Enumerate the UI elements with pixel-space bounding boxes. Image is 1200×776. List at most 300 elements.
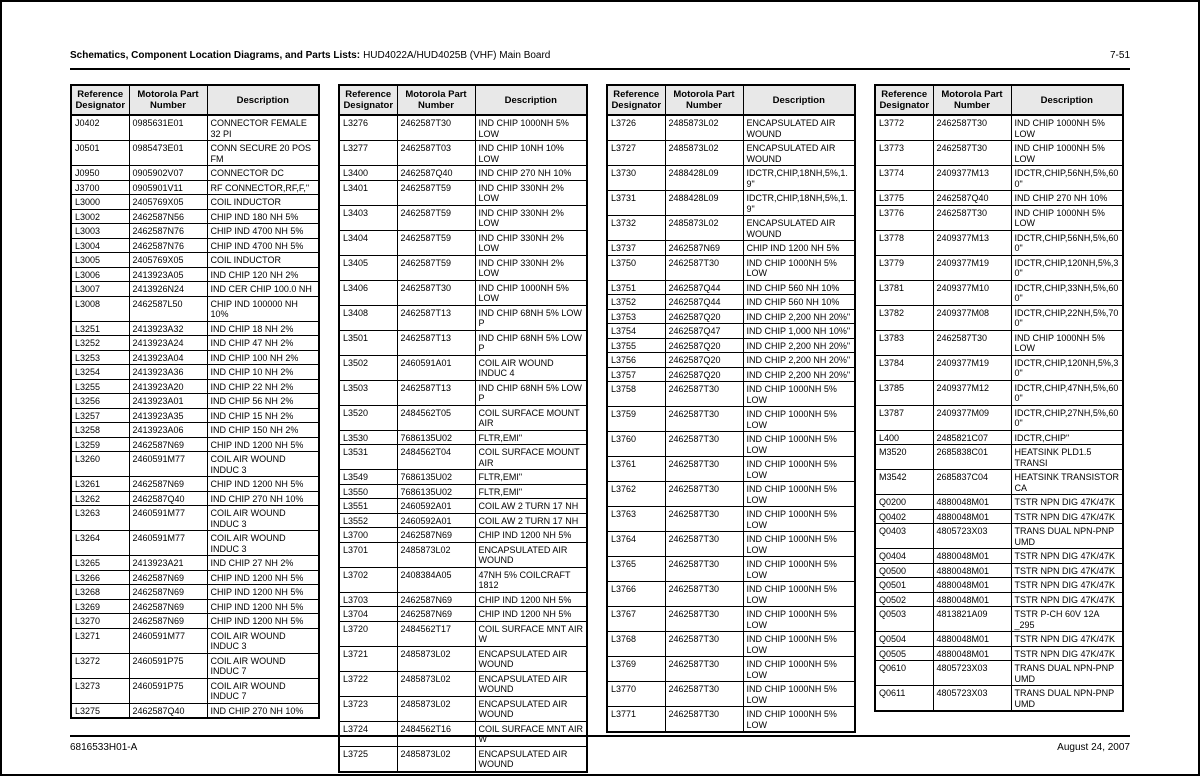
table-row xyxy=(607,338,855,353)
table-row xyxy=(875,330,1123,355)
motorola-part-number-cell: 2462587T30 xyxy=(933,330,1011,355)
reference-designator-cell: L3277 xyxy=(339,141,397,166)
description-cell: IND CHIP 68NH 5% LOW P xyxy=(475,330,587,355)
table-row xyxy=(71,321,319,336)
reference-designator-cell: L3752 xyxy=(607,295,665,310)
table-row xyxy=(607,295,855,310)
col-header-motorola-part-number: Motorola Part Number xyxy=(129,85,207,115)
reference-designator-cell: L3401 xyxy=(339,180,397,205)
description-cell: FLTR,EMI" xyxy=(475,470,587,485)
reference-designator-cell: L3408 xyxy=(339,305,397,330)
table-row xyxy=(607,280,855,295)
table-row xyxy=(71,585,319,600)
motorola-part-number-cell: 2462587T30 xyxy=(933,205,1011,230)
table-row xyxy=(875,115,1123,141)
table-row xyxy=(71,166,319,181)
motorola-part-number-cell: 2462587T59 xyxy=(397,180,475,205)
description-cell: CHIP IND 1200 NH 5% xyxy=(207,614,319,629)
table-row xyxy=(607,115,855,141)
reference-designator-cell: Q0611 xyxy=(875,686,933,712)
reference-designator-cell: L3785 xyxy=(875,380,933,405)
table-row xyxy=(875,191,1123,206)
description-cell: IND CHIP 1000NH 5% LOW xyxy=(743,407,855,432)
description-cell: IND CHIP 1000NH 5% LOW xyxy=(743,532,855,557)
reference-designator-cell: J0950 xyxy=(71,166,129,181)
table-row xyxy=(339,542,587,567)
table-row xyxy=(875,280,1123,305)
motorola-part-number-cell: 2409377M19 xyxy=(933,355,1011,380)
motorola-part-number-cell: 2485873L02 xyxy=(397,746,475,772)
motorola-part-number-cell: 2462587N69 xyxy=(397,607,475,622)
reference-designator-cell: L3720 xyxy=(339,621,397,646)
description-cell: ENCAPSULATED AIR WOUND xyxy=(475,542,587,567)
description-cell: IDCTR,CHIP,18NH,5%,1.9" xyxy=(743,191,855,216)
description-cell: FLTR,EMI" xyxy=(475,484,587,499)
reference-designator-cell: L3264 xyxy=(71,531,129,556)
table-row xyxy=(607,241,855,256)
col-header-description: Description xyxy=(743,85,855,115)
motorola-part-number-cell: 2462587Q20 xyxy=(665,338,743,353)
reference-designator-cell: L3784 xyxy=(875,355,933,380)
reference-designator-cell: L3259 xyxy=(71,437,129,452)
description-cell: IND CHIP 330NH 2% LOW xyxy=(475,255,587,280)
description-cell: IND CHIP 2,200 NH 20%" xyxy=(743,338,855,353)
reference-designator-cell: L3004 xyxy=(71,238,129,253)
table-row xyxy=(875,632,1123,647)
motorola-part-number-cell: 2462587L50 xyxy=(129,296,207,321)
description-cell: IND CHIP 1000NH 5% LOW xyxy=(743,682,855,707)
reference-designator-cell: L3405 xyxy=(339,255,397,280)
table-row xyxy=(71,267,319,282)
motorola-part-number-cell: 4805723X03 xyxy=(933,686,1011,712)
page-header xyxy=(70,50,1130,61)
description-cell: IND CHIP 1000NH 5% LOW xyxy=(1011,330,1123,355)
motorola-part-number-cell: 2409377M12 xyxy=(933,380,1011,405)
motorola-part-number-cell: 2462587N69 xyxy=(129,477,207,492)
table-row xyxy=(71,653,319,678)
table-row xyxy=(607,324,855,339)
reference-designator-cell: L3005 xyxy=(71,253,129,268)
motorola-part-number-cell: 4880048M01 xyxy=(933,563,1011,578)
table-row xyxy=(339,380,587,405)
motorola-part-number-cell: 4880048M01 xyxy=(933,592,1011,607)
document-title-value: HUD4022A/HUD4025B (VHF) Main Board xyxy=(363,50,551,61)
reference-designator-cell: L3700 xyxy=(339,528,397,543)
motorola-part-number-cell: 2462587T59 xyxy=(397,205,475,230)
motorola-part-number-cell: 2460591M77 xyxy=(129,531,207,556)
reference-designator-cell: L3766 xyxy=(607,582,665,607)
reference-designator-cell: L3257 xyxy=(71,408,129,423)
description-cell: IND CHIP 1000NH 5% LOW xyxy=(743,255,855,280)
reference-designator-cell: L3000 xyxy=(71,195,129,210)
reference-designator-cell: L3762 xyxy=(607,482,665,507)
reference-designator-cell: L3263 xyxy=(71,506,129,531)
reference-designator-cell: L3703 xyxy=(339,592,397,607)
table-row xyxy=(71,296,319,321)
description-cell: IDCTR,CHIP,47NH,5%,600" xyxy=(1011,380,1123,405)
description-cell: CHIP IND 1200 NH 5% xyxy=(475,607,587,622)
table-row xyxy=(339,499,587,514)
motorola-part-number-cell: 2484562T04 xyxy=(397,445,475,470)
reference-designator-cell: L3275 xyxy=(71,703,129,718)
description-cell: CHIP IND 1200 NH 5% xyxy=(475,528,587,543)
table-row xyxy=(607,632,855,657)
motorola-part-number-cell: 2405769X05 xyxy=(129,195,207,210)
description-cell: COIL SURFACE MOUNT AIR xyxy=(475,405,587,430)
reference-designator-cell: L3400 xyxy=(339,166,397,181)
reference-designator-cell: L3779 xyxy=(875,255,933,280)
table-row xyxy=(339,696,587,721)
motorola-part-number-cell: 2413923A35 xyxy=(129,408,207,423)
description-cell: IND CHIP 1,000 NH 10%" xyxy=(743,324,855,339)
motorola-part-number-cell: 4880048M01 xyxy=(933,578,1011,593)
reference-designator-cell: L3751 xyxy=(607,280,665,295)
table-row xyxy=(607,657,855,682)
description-cell: IND CHIP 1000NH 5% LOW xyxy=(1011,141,1123,166)
description-cell: IND CER CHIP 100.0 NH xyxy=(207,282,319,297)
description-cell: COIL AIR WOUND INDUC 3 xyxy=(207,506,319,531)
table-row xyxy=(339,528,587,543)
reference-designator-cell: L3256 xyxy=(71,394,129,409)
reference-designator-cell: L3755 xyxy=(607,338,665,353)
reference-designator-cell: L3404 xyxy=(339,230,397,255)
table-row xyxy=(339,180,587,205)
col-header-description: Description xyxy=(207,85,319,115)
reference-designator-cell: L3761 xyxy=(607,457,665,482)
description-cell: ENCAPSULATED AIR WOUND xyxy=(743,141,855,166)
reference-designator-cell: L3760 xyxy=(607,432,665,457)
table-row xyxy=(71,570,319,585)
description-cell: IND CHIP 270 NH 10% xyxy=(207,703,319,718)
reference-designator-cell: L3701 xyxy=(339,542,397,567)
reference-designator-cell: L3765 xyxy=(607,557,665,582)
table-row xyxy=(875,495,1123,510)
col-header-reference-designator: Reference Designator xyxy=(71,85,129,115)
table-row xyxy=(875,355,1123,380)
reference-designator-cell: J3700 xyxy=(71,180,129,195)
description-cell: IND CHIP 22 NH 2% xyxy=(207,379,319,394)
description-cell: IND CHIP 2,200 NH 20%" xyxy=(743,353,855,368)
reference-designator-cell: L3273 xyxy=(71,678,129,703)
reference-designator-cell: L3008 xyxy=(71,296,129,321)
description-cell: CHIP IND 4700 NH 5% xyxy=(207,238,319,253)
reference-designator-cell: L3261 xyxy=(71,477,129,492)
footer-doc-id: 6816533H01-A xyxy=(70,742,138,753)
table-row xyxy=(339,330,587,355)
description-cell: COIL INDUCTOR xyxy=(207,253,319,268)
motorola-part-number-cell: 2484562T05 xyxy=(397,405,475,430)
reference-designator-cell: L3775 xyxy=(875,191,933,206)
description-cell: CHIP IND 100000 NH 10% xyxy=(207,296,319,321)
description-cell: IND CHIP 2,200 NH 20%" xyxy=(743,309,855,324)
motorola-part-number-cell: 2462587Q40 xyxy=(129,703,207,718)
reference-designator-cell: Q0404 xyxy=(875,549,933,564)
description-cell: ENCAPSULATED AIR WOUND xyxy=(475,746,587,772)
table-row xyxy=(607,367,855,382)
reference-designator-cell: L3704 xyxy=(339,607,397,622)
reference-designator-cell: L400 xyxy=(875,430,933,445)
table-row xyxy=(339,592,587,607)
reference-designator-cell: L3758 xyxy=(607,382,665,407)
table-row xyxy=(607,507,855,532)
table-row xyxy=(339,470,587,485)
motorola-part-number-cell: 2460592A01 xyxy=(397,513,475,528)
description-cell: IDCTR,CHIP,56NH,5%,600" xyxy=(1011,166,1123,191)
motorola-part-number-cell: 2485873L02 xyxy=(665,141,743,166)
table-row xyxy=(71,408,319,423)
motorola-part-number-cell: 2413926N24 xyxy=(129,282,207,297)
motorola-part-number-cell: 4880048M01 xyxy=(933,495,1011,510)
motorola-part-number-cell: 2413923A06 xyxy=(129,423,207,438)
col-header-reference-designator: Reference Designator xyxy=(339,85,397,115)
description-cell: IND CHIP 1000NH 5% LOW xyxy=(743,482,855,507)
reference-designator-cell: L3253 xyxy=(71,350,129,365)
motorola-part-number-cell: 2405769X05 xyxy=(129,253,207,268)
reference-designator-cell: L3549 xyxy=(339,470,397,485)
motorola-part-number-cell: 4880048M01 xyxy=(933,632,1011,647)
reference-designator-cell: L3269 xyxy=(71,599,129,614)
table-row xyxy=(875,255,1123,280)
table-row xyxy=(875,166,1123,191)
motorola-part-number-cell: 2485873L02 xyxy=(397,671,475,696)
reference-designator-cell: L3754 xyxy=(607,324,665,339)
description-cell: IDCTR,CHIP,18NH,5%,1.9" xyxy=(743,166,855,191)
table-row xyxy=(875,549,1123,564)
description-cell: ENCAPSULATED AIR WOUND xyxy=(743,216,855,241)
footer-rule xyxy=(70,735,1130,737)
description-cell: ENCAPSULATED AIR WOUND xyxy=(743,115,855,141)
col-header-description: Description xyxy=(1011,85,1123,115)
table-row xyxy=(607,482,855,507)
table-row xyxy=(339,646,587,671)
description-cell: COIL AW 2 TURN 17 NH xyxy=(475,513,587,528)
description-cell: IDCTR,CHIP" xyxy=(1011,430,1123,445)
description-cell: IND CHIP 2,200 NH 20%" xyxy=(743,367,855,382)
reference-designator-cell: Q0503 xyxy=(875,607,933,632)
table-row xyxy=(607,191,855,216)
reference-designator-cell: L3270 xyxy=(71,614,129,629)
description-cell: COIL SURFACE MNT AIR W xyxy=(475,621,587,646)
reference-designator-cell: L3767 xyxy=(607,607,665,632)
col-header-motorola-part-number: Motorola Part Number xyxy=(665,85,743,115)
reference-designator-cell: L3724 xyxy=(339,721,397,746)
description-cell: IND CHIP 1000NH 5% LOW xyxy=(743,507,855,532)
description-cell: COIL AIR WOUND INDUC 4 xyxy=(475,355,587,380)
reference-designator-cell: L3251 xyxy=(71,321,129,336)
table-row xyxy=(607,166,855,191)
reference-designator-cell: L3268 xyxy=(71,585,129,600)
motorola-part-number-cell: 2409377M08 xyxy=(933,305,1011,330)
table-row xyxy=(875,686,1123,712)
motorola-part-number-cell: 2409377M10 xyxy=(933,280,1011,305)
header-row xyxy=(607,85,855,115)
header-rule xyxy=(70,68,1130,70)
motorola-part-number-cell: 2413923A36 xyxy=(129,365,207,380)
parts-list-tables xyxy=(70,84,1124,773)
motorola-part-number-cell: 2413923A20 xyxy=(129,379,207,394)
motorola-part-number-cell: 0985631E01 xyxy=(129,115,207,141)
reference-designator-cell: Q0504 xyxy=(875,632,933,647)
reference-designator-cell: L3501 xyxy=(339,330,397,355)
table-row xyxy=(71,195,319,210)
table-row xyxy=(607,557,855,582)
description-cell: IND CHIP 1000NH 5% LOW xyxy=(743,707,855,733)
motorola-part-number-cell: 2485873L02 xyxy=(665,216,743,241)
motorola-part-number-cell: 2484562T17 xyxy=(397,621,475,646)
table-row xyxy=(875,405,1123,430)
header-row xyxy=(875,85,1123,115)
reference-designator-cell: L3732 xyxy=(607,216,665,241)
motorola-part-number-cell: 2462587T59 xyxy=(397,230,475,255)
table-row xyxy=(71,614,319,629)
motorola-part-number-cell: 7686135U02 xyxy=(397,430,475,445)
motorola-part-number-cell: 2408384A05 xyxy=(397,567,475,592)
description-cell: IND CHIP 270 NH 10% xyxy=(1011,191,1123,206)
motorola-part-number-cell: 2462587N69 xyxy=(665,241,743,256)
table-row xyxy=(339,355,587,380)
description-cell: IND CHIP 1000NH 5% LOW xyxy=(743,657,855,682)
reference-designator-cell: L3551 xyxy=(339,499,397,514)
table-row xyxy=(875,563,1123,578)
description-cell: HEATSINK TRANSISTOR CA xyxy=(1011,470,1123,495)
motorola-part-number-cell: 2460591P75 xyxy=(129,678,207,703)
col-header-motorola-part-number: Motorola Part Number xyxy=(933,85,1011,115)
reference-designator-cell: L3778 xyxy=(875,230,933,255)
table-row xyxy=(339,567,587,592)
table-row xyxy=(875,445,1123,470)
motorola-part-number-cell: 2484562T16 xyxy=(397,721,475,746)
description-cell: IND CHIP 68NH 5% LOW P xyxy=(475,380,587,405)
reference-designator-cell: L3730 xyxy=(607,166,665,191)
description-cell: CHIP IND 4700 NH 5% xyxy=(207,224,319,239)
reference-designator-cell: Q0200 xyxy=(875,495,933,510)
table-row xyxy=(71,678,319,703)
motorola-part-number-cell: 2462587N69 xyxy=(129,437,207,452)
description-cell: HEATSINK PLD1.5 TRANSI xyxy=(1011,445,1123,470)
description-cell: RF CONNECTOR,RF,F," xyxy=(207,180,319,195)
motorola-part-number-cell: 2413923A05 xyxy=(129,267,207,282)
motorola-part-number-cell: 7686135U02 xyxy=(397,484,475,499)
description-cell: COIL SURFACE MNT AIR W xyxy=(475,721,587,746)
reference-designator-cell: L3503 xyxy=(339,380,397,405)
motorola-part-number-cell: 2485873L02 xyxy=(397,542,475,567)
table-row xyxy=(875,141,1123,166)
description-cell: IDCTR,CHIP,22NH,5%,700" xyxy=(1011,305,1123,330)
motorola-part-number-cell: 2460591A01 xyxy=(397,355,475,380)
motorola-part-number-cell: 2488428L09 xyxy=(665,191,743,216)
reference-designator-cell: Q0505 xyxy=(875,646,933,661)
reference-designator-cell: L3769 xyxy=(607,657,665,682)
reference-designator-cell: L3258 xyxy=(71,423,129,438)
motorola-part-number-cell: 2413923A24 xyxy=(129,336,207,351)
table-row xyxy=(607,216,855,241)
reference-designator-cell: L3272 xyxy=(71,653,129,678)
motorola-part-number-cell: 2462587T30 xyxy=(933,141,1011,166)
table-row xyxy=(339,305,587,330)
table-row xyxy=(607,353,855,368)
description-cell: CHIP IND 1200 NH 5% xyxy=(743,241,855,256)
description-cell: COIL AIR WOUND INDUC 3 xyxy=(207,531,319,556)
table-row xyxy=(875,380,1123,405)
table-row xyxy=(875,607,1123,632)
description-cell: ENCAPSULATED AIR WOUND xyxy=(475,646,587,671)
reference-designator-cell: L3502 xyxy=(339,355,397,380)
table-row xyxy=(71,209,319,224)
table-row xyxy=(875,578,1123,593)
motorola-part-number-cell: 2485873L02 xyxy=(397,646,475,671)
motorola-part-number-cell: 2462587Q20 xyxy=(665,367,743,382)
reference-designator-cell: L3723 xyxy=(339,696,397,721)
reference-designator-cell: L3252 xyxy=(71,336,129,351)
motorola-part-number-cell: 2462587Q40 xyxy=(933,191,1011,206)
description-cell: TRANS DUAL NPN-PNP UMD xyxy=(1011,524,1123,549)
reference-designator-cell: L3764 xyxy=(607,532,665,557)
table-row xyxy=(339,255,587,280)
motorola-part-number-cell: 2462587T30 xyxy=(665,382,743,407)
motorola-part-number-cell: 2413923A21 xyxy=(129,556,207,571)
reference-designator-cell: L3266 xyxy=(71,570,129,585)
motorola-part-number-cell: 4880048M01 xyxy=(933,646,1011,661)
description-cell: IND CHIP 1000NH 5% LOW xyxy=(1011,205,1123,230)
motorola-part-number-cell: 2462587T30 xyxy=(665,632,743,657)
description-cell: TSTR NPN DIG 47K/47K xyxy=(1011,549,1123,564)
reference-designator-cell: L3265 xyxy=(71,556,129,571)
motorola-part-number-cell: 2462587N69 xyxy=(129,570,207,585)
table-row xyxy=(71,253,319,268)
table-row xyxy=(339,484,587,499)
description-cell: TSTR NPN DIG 47K/47K xyxy=(1011,563,1123,578)
motorola-part-number-cell: 2409377M13 xyxy=(933,166,1011,191)
reference-designator-cell: L3776 xyxy=(875,205,933,230)
description-cell: IDCTR,CHIP,33NH,5%,600" xyxy=(1011,280,1123,305)
table-row xyxy=(875,661,1123,686)
description-cell: IND CHIP 1000NH 5% LOW xyxy=(743,557,855,582)
reference-designator-cell: L3531 xyxy=(339,445,397,470)
description-cell: TSTR NPN DIG 47K/47K xyxy=(1011,632,1123,647)
document-title xyxy=(70,50,550,61)
motorola-part-number-cell: 2485873L02 xyxy=(665,115,743,141)
reference-designator-cell: L3727 xyxy=(607,141,665,166)
motorola-part-number-cell: 2462587N56 xyxy=(129,209,207,224)
description-cell: CONNECTOR DC xyxy=(207,166,319,181)
reference-designator-cell: L3255 xyxy=(71,379,129,394)
page-number: 7-51 xyxy=(1109,50,1130,61)
parts-table-3 xyxy=(606,84,856,733)
description-cell: COIL AIR WOUND INDUC 7 xyxy=(207,653,319,678)
description-cell: IND CHIP 1000NH 5% LOW xyxy=(743,607,855,632)
description-cell: TSTR P-CH 60V 12A _295 xyxy=(1011,607,1123,632)
motorola-part-number-cell: 2485873L02 xyxy=(397,696,475,721)
motorola-part-number-cell: 2462587Q40 xyxy=(397,166,475,181)
table-row xyxy=(875,305,1123,330)
description-cell: IDCTR,CHIP,120NH,5%,30" xyxy=(1011,355,1123,380)
motorola-part-number-cell: 2460591M77 xyxy=(129,506,207,531)
reference-designator-cell: L3770 xyxy=(607,682,665,707)
reference-designator-cell: J0501 xyxy=(71,141,129,166)
motorola-part-number-cell: 2462587T30 xyxy=(665,482,743,507)
motorola-part-number-cell: 2462587N69 xyxy=(129,585,207,600)
reference-designator-cell: L3406 xyxy=(339,280,397,305)
table-row xyxy=(339,405,587,430)
reference-designator-cell: L3731 xyxy=(607,191,665,216)
description-cell: IND CHIP 1000NH 5% LOW xyxy=(743,382,855,407)
reference-designator-cell: L3768 xyxy=(607,632,665,657)
table-row xyxy=(71,506,319,531)
description-cell: TSTR NPN DIG 47K/47K xyxy=(1011,495,1123,510)
table-row xyxy=(875,470,1123,495)
header-row xyxy=(71,85,319,115)
table-row xyxy=(339,166,587,181)
